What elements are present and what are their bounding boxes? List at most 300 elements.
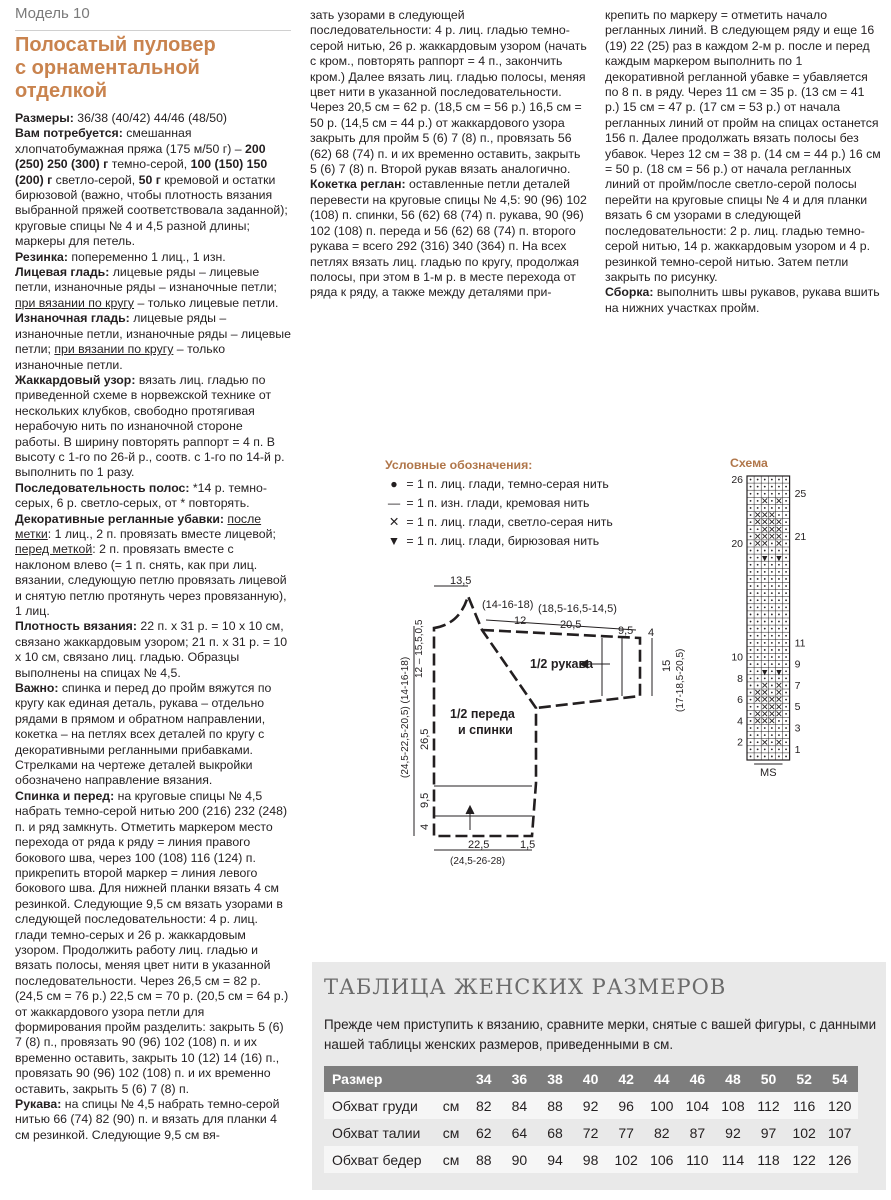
chart-stitch-dark (771, 493, 773, 495)
chart-stitch-dark (750, 557, 752, 559)
dim-sleeve-top: (14-16-18) (482, 599, 534, 611)
chart-stitch-dark (771, 670, 773, 672)
chart-stitch-dark (785, 528, 787, 530)
paragraph: Лицевая гладь: лицевые ряды – лицевые петли, изнаночные ряды – изнаночные петли; при вязании по кругу – только лицевые петли. (15, 265, 279, 310)
chart-stitch-light: ✕ (753, 709, 762, 720)
chart-stitch-dark (771, 685, 773, 687)
legend-item (385, 475, 613, 494)
dim-left-26-5: 26,5 (419, 728, 431, 750)
chart-stitch-dark (778, 642, 780, 644)
chart-stitch-dark (771, 656, 773, 658)
chart-stitch-dark (771, 578, 773, 580)
chart-stitch-dark (757, 571, 759, 573)
chart-stitch-dark (771, 756, 773, 758)
chart-stitch-dark (785, 614, 787, 616)
chart-stitch-light: ✕ (775, 518, 783, 529)
chart-stitch-dark (757, 614, 759, 616)
chart-stitch-dark (764, 677, 766, 679)
chart-stitch-dark (757, 585, 759, 587)
chart-stitch-dark (785, 741, 787, 743)
chart-stitch-dark (778, 592, 780, 594)
chart-stitch-light: ✕ (768, 518, 776, 529)
measure-value: 72 (573, 1119, 609, 1146)
chart-stitch-dark (764, 606, 766, 608)
chart-stitch-dark (750, 514, 752, 516)
chart-stitch-dark (785, 748, 787, 750)
chart-stitch-dark (778, 599, 780, 601)
bold-term: Размеры: (15, 111, 74, 125)
chart-stitch-dark (757, 592, 759, 594)
legend-item (385, 532, 613, 551)
chart-stitch-turquoise: ▼ (776, 554, 782, 563)
dim-bottom-alt: (24,5-26-28) (450, 856, 506, 867)
chart-row-label: 25 (794, 488, 807, 501)
chart-stitch-dark (757, 727, 759, 729)
chart-stitch-dark (778, 734, 780, 736)
chart-stitch-dark (750, 635, 752, 637)
chart-stitch-light: ✕ (775, 532, 783, 543)
measure-value: 68 (537, 1119, 573, 1146)
chart-stitch-dark (757, 628, 759, 630)
measure-value: 126 (822, 1146, 858, 1173)
chart-stitch-dark (778, 677, 780, 679)
chart-stitch-dark (785, 649, 787, 651)
chart-stitch-dark (771, 734, 773, 736)
chart-stitch-dark (757, 677, 759, 679)
chart-stitch-light: ✕ (768, 532, 776, 543)
chart-stitch-dark (771, 543, 773, 545)
underlined-term: при вязании по кругу (15, 295, 135, 310)
dim-sleeve-9-5: 9,5 (618, 625, 634, 637)
instructions-column-2 (310, 8, 587, 301)
dim-left-9-5: 9,5 (419, 792, 431, 808)
chart-row-label: 1 (794, 743, 801, 756)
chart-stitch-light: ✕ (760, 709, 769, 720)
bold-term: Вам потребуется: (15, 126, 123, 141)
chart-stitch-dark (750, 507, 752, 509)
bold-term: Резинка: (15, 249, 68, 264)
title-line: с орнаментальной (15, 57, 200, 79)
chart-stitch-dark (750, 528, 752, 530)
chart-stitch-dark (771, 642, 773, 644)
chart-stitch-dark (757, 635, 759, 637)
chart-stitch-dark (785, 479, 787, 481)
chart-stitch-light: ✕ (775, 525, 783, 536)
chart-stitch-light: ✕ (760, 496, 769, 507)
jacquard-chart (725, 470, 815, 779)
chart-stitch-dark (764, 571, 766, 573)
chart-stitch-dark (778, 614, 780, 616)
chart-stitch-dark (778, 656, 780, 658)
chart-stitch-dark (771, 585, 773, 587)
chart-stitch-light: ✕ (775, 738, 783, 749)
chart-stitch-dark (757, 642, 759, 644)
chart-stitch-dark (757, 706, 759, 708)
chart-stitch-dark (778, 621, 780, 623)
chart-stitch-dark (750, 670, 752, 672)
triangle-stitch-icon: ▼ (387, 534, 401, 548)
measure-value: 98 (573, 1146, 609, 1173)
chart-stitch-dark (750, 606, 752, 608)
paragraph: Важно: спинка и перед до пройм вяжутся по кругу как единая деталь, рукава – отдельно рядами в прямом и обратном направлении, кокетка – на петлях всех деталей по кругу с декоративными регланными прибавками. Стрелками на чертеже деталей выкройки обозначено направление вязания. (15, 681, 272, 788)
measure-value: 104 (680, 1092, 716, 1119)
chart-stitch-light: ✕ (753, 688, 762, 699)
paragraph: Сборка: выполнить швы рукавов, рукава вшить на нижних участках пройм. (605, 285, 880, 315)
chart-stitch-light: ✕ (760, 716, 769, 727)
chart-stitch-dark (778, 493, 780, 495)
size-table-title: ТАБЛИЦА ЖЕНСКИХ РАЗМЕРОВ (324, 975, 727, 999)
chart-stitch-dark (785, 628, 787, 630)
chart-stitch-dark (778, 635, 780, 637)
chart-stitch-dark (778, 564, 780, 566)
body-label: 1/2 переда (450, 707, 515, 721)
chart-stitch-dark (771, 748, 773, 750)
measure-value: 114 (715, 1146, 751, 1173)
chart-stitch-dark (785, 599, 787, 601)
chart-stitch-dark (764, 493, 766, 495)
chart-stitch-dark (778, 720, 780, 722)
chart-stitch-dark (785, 507, 787, 509)
chart-stitch-dark (750, 578, 752, 580)
chart-stitch-dark (750, 521, 752, 523)
chart-stitch-dark (785, 734, 787, 736)
size-cell: 46 (680, 1066, 716, 1092)
size-cell: 50 (751, 1066, 787, 1092)
legend-text: = 1 п. лиц. глади, бирюзовая нить (406, 534, 600, 548)
measure-value: 108 (715, 1092, 751, 1119)
dim-sleeve-4: 4 (648, 627, 655, 639)
dim-raglan-12: 12 (514, 615, 527, 627)
chart-stitch-dark (750, 571, 752, 573)
chart-stitch-dark (778, 756, 780, 758)
chart-stitch-dark (750, 727, 752, 729)
bold-term: Сборка: (605, 285, 654, 300)
chart-stitch-dark (764, 663, 766, 665)
paragraph: Кокетка реглан: оставленные петли деталей перевести на круговые спицы № 4,5: 90 (96) 102 (108) п. спинки, 56 (62) 68 (74) п. рукава, 90 (96) 102 (108) п. переда и 56 (62) 68 (74) п. второго рукава = всего 292 (316) 340 (364) п. На всех петлях вязать лиц. гладью по кругу, продолжая полосы, при этом в 1-м р. в месте перехода от ряда к ряду, а также между деталями при- (310, 177, 587, 300)
chart-stitch-dark (771, 571, 773, 573)
chart-stitch-dark (750, 585, 752, 587)
sleeve-label: 1/2 рукава (530, 657, 593, 671)
paragraphs (310, 8, 587, 301)
garment-schematic (370, 575, 700, 878)
chart-stitch-light: ✕ (760, 539, 769, 550)
measure-value: 84 (502, 1092, 538, 1119)
chart-stitch-dark (764, 628, 766, 630)
chart-stitch-light: ✕ (768, 702, 776, 713)
measure-value: 92 (573, 1092, 609, 1119)
paragraphs (15, 111, 291, 1143)
paragraph: крепить по маркеру = отметить начало регланных линий. В следующем ряду и еще 16 (19) 22 (25) раз в каждом 2-м р. после и перед каждым маркером выполнить по 1 декоративной регланной убавке = убавляется по 8 п. в ряду. Через 11 см = 35 р. (13 см = 41 р.) 15 см = 47 р. (17 см = 53 р.) от начала регланных линий от пройм на спицах останется 156 п. Далее продолжать вязать полосы без убавок. Через 12 см = 38 р. (14 см = 44 р.) 16 см = 50 р. (18 см = 56 р.) от начала регланных линий от пройм/после светло-серой полосы перейти на круговые спицы № 4 и для планки вязать 6 см узорами в следующей последовательности: 2 р. лиц. гладью темно-серой нитью, 14 р. жаккардовым узором и 4 р. резинкой темно-серой нитью. Затем петли закрыть по рисунку. (605, 8, 881, 284)
size-row (324, 1119, 858, 1146)
size-header-unit (436, 1066, 466, 1092)
chart-stitch-dark (785, 756, 787, 758)
chart-stitch-light: ✕ (775, 688, 783, 699)
chart-stitch-dark (778, 550, 780, 552)
chart-stitch-dark (771, 677, 773, 679)
chart-stitch-dark (757, 670, 759, 672)
bold-term: Плотность вязания: (15, 619, 137, 634)
size-cell: 54 (822, 1066, 858, 1092)
chart-stitch-light: ✕ (768, 525, 776, 536)
chart-stitch-light: ✕ (768, 716, 776, 727)
chart-stitch-dark (771, 692, 773, 694)
chart-stitch-dark (778, 585, 780, 587)
paragraph: Вам потребуется: смешанная хлопчатобумажная пряжа (175 м/50 г) – 200 (250) 250 (300) г темно-серой, 100 (150) 150 (200) г светло-серой, 50 г кремовой и остатки бирюзовой (важно, чтобы плотность вязания выбранной пряжей соответствовала заданной); круговые спицы № 4 и 4,5 разной длины; маркеры для петель. (15, 126, 288, 249)
chart-stitch-dark (785, 606, 787, 608)
paragraph: Резинка: попеременно 1 лиц., 1 изн. (15, 249, 226, 264)
chart-stitch-dark (757, 564, 759, 566)
dim-neck: 13,5 (450, 575, 472, 587)
underlined-term: перед меткой (15, 542, 93, 557)
chart-stitch-dark (764, 756, 766, 758)
chart-stitch-dark (750, 649, 752, 651)
chart-stitch-light: ✕ (753, 695, 762, 706)
model-number: Модель 10 (15, 5, 90, 22)
chart-stitch-dark (750, 656, 752, 658)
chart-stitch-light: ✕ (760, 511, 769, 522)
measure-value: 94 (537, 1146, 573, 1173)
size-header-label: Размер (324, 1066, 436, 1092)
chart-stitch-dark (785, 663, 787, 665)
measure-value: 110 (680, 1146, 716, 1173)
size-row (324, 1146, 858, 1173)
chart-stitch-dark (750, 699, 752, 701)
paragraph: Последовательность полос: *14 р. темно-серых, 6 р. светло-серых, от * повторять. (15, 480, 267, 511)
chart-row-label: 10 (731, 651, 743, 664)
chart-stitch-dark (757, 486, 759, 488)
chart-stitch-dark (750, 621, 752, 623)
chart-stitch-dark (785, 493, 787, 495)
measure-value: 88 (537, 1092, 573, 1119)
symbol-legend (385, 456, 613, 551)
measure-value: 62 (466, 1119, 502, 1146)
measure-value: 120 (822, 1092, 858, 1119)
size-cell: 48 (715, 1066, 751, 1092)
chart-stitch-dark (750, 550, 752, 552)
chart-stitch-dark (757, 606, 759, 608)
size-cell: 42 (608, 1066, 644, 1092)
chart-stitch-dark (778, 649, 780, 651)
paragraph: Плотность вязания: 22 п. х 31 р. = 10 х 10 см, связано жаккардовым узором; 21 п. х 31 р. = 10 х 10 см, связано лиц. гладью. Образцы выполнены на спицах № 4,5. (15, 619, 288, 680)
chart-stitch-dark (771, 479, 773, 481)
chart-stitch-dark (778, 486, 780, 488)
chart-stitch-dark (764, 621, 766, 623)
chart-stitch-dark (764, 564, 766, 566)
chart-stitch-dark (750, 741, 752, 743)
chart-stitch-dark (771, 592, 773, 594)
chart-stitch-dark (771, 486, 773, 488)
chart-stitch-dark (785, 670, 787, 672)
measure-value: 106 (644, 1146, 680, 1173)
chart-stitch-light: ✕ (775, 695, 783, 706)
legend-item (385, 494, 613, 513)
chart-stitch-dark (750, 628, 752, 630)
underlined-term: после метки (15, 511, 262, 541)
chart-stitch-light: ✕ (760, 518, 769, 529)
measure-unit: см (436, 1092, 466, 1119)
bold-term: Кокетка реглан: (310, 177, 406, 192)
measure-value: 90 (502, 1146, 538, 1173)
pattern-title (15, 34, 291, 103)
measure-value: 118 (751, 1146, 787, 1173)
body-label: и спинки (458, 723, 513, 737)
chart-stitch-dark (771, 741, 773, 743)
dark-stitch-icon: ● (390, 477, 398, 491)
chart-stitch-dark (771, 564, 773, 566)
title-line: Полосатый пуловер (15, 34, 216, 56)
knit-direction-arrowhead (466, 806, 474, 814)
dim-left-4: 4 (419, 823, 431, 830)
chart-stitch-dark (771, 614, 773, 616)
chart-stitch-dark (785, 571, 787, 573)
chart-stitch-dark (778, 507, 780, 509)
chart-stitch-dark (764, 656, 766, 658)
chart-stitch-dark (785, 543, 787, 545)
bold-term: Важно: (15, 681, 59, 696)
chart-stitch-light: ✕ (775, 709, 783, 720)
paragraphs (605, 8, 881, 316)
legend-text: = 1 п. лиц. глади, темно-серая нить (406, 477, 609, 491)
chart-stitch-turquoise: ▼ (762, 668, 768, 677)
chart-stitch-dark (771, 649, 773, 651)
chart-stitch-dark (785, 727, 787, 729)
size-cell: 40 (573, 1066, 609, 1092)
dim-bottom-1-5: 1,5 (520, 839, 536, 851)
chart-stitch-light: ✕ (775, 681, 783, 692)
measure-value: 96 (608, 1092, 644, 1119)
chart-stitch-dark (771, 507, 773, 509)
bold-term: 100 (150) 150 (200) г (15, 157, 268, 187)
rapport-label: MS (760, 767, 777, 779)
measure-value: 112 (751, 1092, 787, 1119)
chart-stitch-dark (785, 713, 787, 715)
chart-stitch-light: ✕ (768, 695, 776, 706)
dim-sleeve-15: 15 (661, 659, 673, 672)
measure-value: 88 (466, 1146, 502, 1173)
chart-stitch-turquoise: ▼ (762, 554, 768, 563)
chart-stitch-dark (757, 507, 759, 509)
size-header-row (324, 1066, 858, 1092)
chart-stitch-dark (757, 479, 759, 481)
size-table-grid (324, 1066, 858, 1173)
underlined-term: при вязании по кругу (54, 342, 174, 357)
chart-stitch-dark (785, 557, 787, 559)
legend-text: = 1 п. изн. глади, кремовая нить (406, 496, 590, 510)
chart-stitch-dark (764, 748, 766, 750)
chart-stitch-dark (764, 550, 766, 552)
chart-stitch-light: ✕ (753, 511, 762, 522)
chart-stitch-dark (785, 656, 787, 658)
chart-row-label: 2 (737, 736, 743, 749)
bold-term: Жаккардовый узор: (15, 372, 136, 387)
chart-stitch-dark (764, 649, 766, 651)
chart-stitch-dark (785, 564, 787, 566)
measure-value: 87 (680, 1119, 716, 1146)
chart-stitch-dark (750, 592, 752, 594)
chart-stitch-dark (778, 748, 780, 750)
chart-stitch-dark (785, 585, 787, 587)
measure-value: 102 (786, 1119, 822, 1146)
chart-stitch-dark (757, 599, 759, 601)
dim-left-yoke: 12 – 15,5,0,5 (414, 619, 425, 678)
chart-row-label: 11 (794, 637, 806, 650)
bold-term: Спинка и перед: (15, 788, 115, 803)
measure-unit: см (436, 1119, 466, 1146)
chart-stitch-dark (764, 578, 766, 580)
chart-stitch-dark (778, 606, 780, 608)
bold-term: Декоративные регланные убавки: (15, 511, 224, 526)
size-cell: 36 (502, 1066, 538, 1092)
title-line: отделкой (15, 80, 108, 102)
paragraph: Изнаночная гладь: лицевые ряды – изнаночные петли, изнаночные ряды – лицевые петли; при вязании по кругу – только изнаночные петли. (15, 311, 291, 372)
chart-stitch-dark (750, 734, 752, 736)
chart-stitch-dark (750, 614, 752, 616)
chart-stitch-light: ✕ (760, 738, 769, 749)
size-table-intro: Прежде чем приступить к вязанию, сравните мерки, снятые с вашей фигуры, с данными нашей таблицы женских размеров, приведенными в см. (324, 1017, 877, 1052)
chart-stitch-light: ✕ (768, 511, 776, 522)
purl-stitch-icon: — (387, 496, 401, 510)
chart-row-label: 26 (731, 474, 743, 486)
cross-stitch-icon: ✕ (388, 515, 400, 529)
chart-row-label: 9 (794, 658, 801, 671)
measure-value: 92 (715, 1119, 751, 1146)
chart-stitch-dark (785, 550, 787, 552)
measure-value: 97 (751, 1119, 787, 1146)
size-row (324, 1092, 858, 1119)
measure-value: 82 (644, 1119, 680, 1146)
chart-stitch-dark (757, 578, 759, 580)
chart-stitch-dark (750, 720, 752, 722)
chart-stitch-light: ✕ (775, 702, 783, 713)
chart-stitch-dark (785, 578, 787, 580)
measure-value: 77 (608, 1119, 644, 1146)
chart-stitch-dark (785, 642, 787, 644)
measure-label: Обхват груди (324, 1092, 436, 1119)
chart-stitch-dark (771, 727, 773, 729)
chart-stitch-dark (785, 486, 787, 488)
chart-stitch-dark (778, 479, 780, 481)
dim-bottom-22-5: 22,5 (468, 839, 490, 851)
legend-item (385, 513, 613, 532)
chart-stitch-dark (778, 514, 780, 516)
chart-stitch-dark (750, 500, 752, 502)
chart-stitch-dark (764, 486, 766, 488)
bold-term: 50 г (138, 172, 161, 187)
chart-stitch-dark (785, 592, 787, 594)
chart-stitch-dark (771, 500, 773, 502)
chart-stitch-dark (771, 606, 773, 608)
chart-stitch-dark (757, 656, 759, 658)
chart-stitch-dark (757, 557, 759, 559)
chart-stitch-dark (757, 621, 759, 623)
chart-stitch-light: ✕ (753, 716, 762, 727)
chart-stitch-light: ✕ (760, 702, 769, 713)
chart-stitch-dark (750, 677, 752, 679)
chart-title: Схема (730, 456, 768, 470)
chart-stitch-dark (750, 493, 752, 495)
chart-stitch-dark (785, 720, 787, 722)
chart-stitch-dark (785, 500, 787, 502)
paragraph: Спинка и перед: на круговые спицы № 4,5 набрать темно-серой нитью 200 (216) 232 (248) п. и ряд замкнуть. Отметить маркером место перехода от ряда к ряду = линия правого бокового шва, через 100 (108) 116 (124) п. прикрепить второй маркер = линия левого бокового шва. Для нижней планки вязать 4 см резинкой. Следующие 9,5 см вязать узорами в следующей последовательности: 4 р. лиц. глади темно-серых и 26 р. жаккардовым узором. Продолжить работу лиц. гладью и вязать полосы, меняя цвет нити в указанной последовательности. Через 26,5 см = 82 р. (24,5 см = 76 р.) 22,5 см = 70 р. (20,5 см = 64 р.) от жаккардового узора петли для формирования пройм разделить: закрыть 5 (6) 7 (8) п., провязать 90 (96) 102 (108) п. и их временно оставить, закрыть 10 (12) 14 (16) п., провязать 90 (96) 102 (108) п. и их временно оставить, закрыть 5 (6) 7 (8) п. (15, 788, 289, 1096)
chart-stitch-dark (750, 535, 752, 537)
bold-term: Последовательность полос: (15, 480, 190, 495)
chart-stitch-dark (764, 734, 766, 736)
chart-stitch-dark (771, 635, 773, 637)
measure-value: 107 (822, 1119, 858, 1146)
chart-stitch-dark (757, 748, 759, 750)
chart-stitch-dark (757, 528, 759, 530)
chart-stitch-dark (757, 734, 759, 736)
